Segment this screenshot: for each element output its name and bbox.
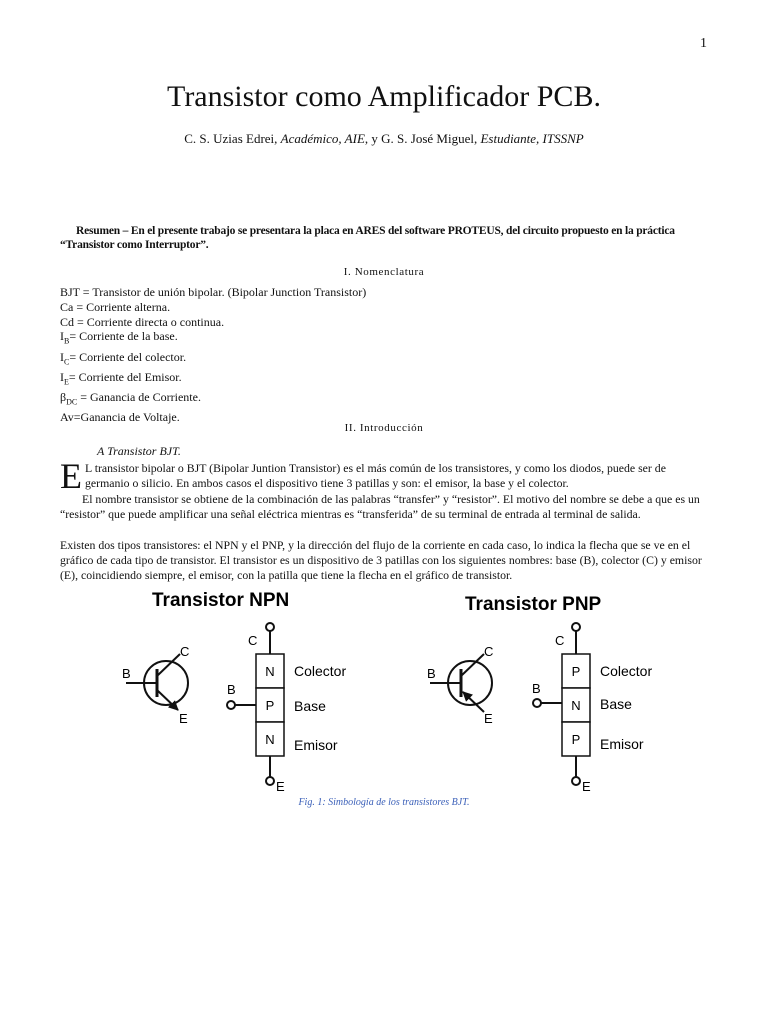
nomenclature-item	[60, 285, 366, 300]
npn-layer-stack	[227, 623, 346, 794]
abstract-text: En el presente trabajo se presentara la placa en ARES del software PROTEUS, del circuito propuesto en la práctica “Transistor como Interruptor”.	[60, 225, 675, 251]
nomenclature-item	[60, 390, 366, 410]
figure-caption: Fig. 1: Simbología de los transistores BJT.	[298, 797, 470, 808]
pnp-label-emitter: Emisor	[600, 736, 644, 752]
intro-paragraph-3: Existen dos tipos transistores: el NPN y el PNP, y la dirección del flujo de la corriente en cada caso, lo indica la flecha que se ve en el gráfico de cada tipo de transistor. El transistor es un dispositivo de 3 patillas con los siguientes nombres: base (B), colector (C) y emisor (E), coincidiendo siempre, el emisor, con la patilla que tiene la flecha en el gráfico de transistor.	[60, 538, 702, 582]
pnp-label-collector: Colector	[600, 663, 653, 679]
intro-paragraph-2: El nombre transistor se obtiene de la combinación de las palabras “transfer” y “resistor”. El motivo del nombre se debe a que es un “resistor” que puede amplificar una señal eléctrica mientras es “transferida” de su terminal de entrada al terminal de salida.	[60, 492, 700, 521]
pnp-stack-e-pin: E	[582, 779, 591, 794]
pnp-symbol-b-pin: B	[427, 666, 436, 681]
author-1-role: Académico, AIE	[280, 131, 365, 146]
nomenclature-symbol: I	[60, 329, 64, 344]
pnp-stack-c-pin: C	[555, 633, 565, 648]
nomenclature-subscript: DC	[66, 397, 78, 407]
pnp-label-base: Base	[600, 696, 632, 712]
author-separator: , y G. S. José Miguel,	[364, 131, 481, 146]
npn-symbol	[122, 644, 189, 726]
nomenclature-item	[60, 350, 366, 370]
nomenclature-subscript: C	[64, 356, 70, 366]
nomenclature-symbol: Av	[60, 410, 74, 425]
npn-label-emitter: Emisor	[294, 737, 338, 753]
pnp-group	[427, 594, 652, 794]
nomenclature-definition: = Corriente directa o continua.	[74, 314, 225, 329]
npn-layer-3: N	[265, 732, 275, 747]
nomenclature-subscript: E	[64, 377, 69, 387]
paper-title: Transistor como Amplificador PCB.	[167, 80, 601, 113]
transistor-symbols-figure	[100, 584, 680, 804]
nomenclature-definition: = Ganancia de Corriente.	[77, 389, 201, 404]
intro-paragraph-1-text: L transistor bipolar o BJT (Bipolar Juntion Transistor) es el más común de los transistores, y como los diodos, puede ser de germanio o silicio. En ambos casos el dispositivo tiene 3 patillas y son: el emisor, la base y el colector.	[85, 461, 666, 490]
pnp-stack-b-pin: B	[532, 681, 541, 696]
npn-label-collector: Colector	[294, 663, 347, 679]
npn-stack-c-pin: C	[248, 633, 258, 648]
nomenclature-symbol: BJT	[60, 285, 80, 299]
abstract	[60, 224, 710, 252]
nomenclature-item	[60, 315, 366, 330]
abstract-label: Resumen –	[76, 225, 131, 237]
section-heading-introduction: II. Introducción	[344, 422, 424, 434]
nomenclature-subscript: B	[64, 336, 70, 346]
npn-symbol-c-pin: C	[180, 644, 190, 659]
pnp-layer-1: P	[571, 664, 581, 679]
nomenclature-symbol: I	[60, 369, 64, 384]
nomenclature-definition: = Transistor de unión bipolar. (Bipolar Junction Transistor)	[79, 285, 367, 299]
nomenclature-symbol: Cd	[60, 314, 75, 329]
drop-cap: E	[60, 456, 82, 496]
nomenclature-symbol: Ca	[60, 299, 74, 314]
npn-symbol-e-pin: E	[179, 711, 188, 726]
subsection-heading: A Transistor BJT.	[97, 444, 181, 458]
pnp-symbol	[427, 644, 493, 726]
npn-label-base: Base	[294, 698, 326, 714]
npn-symbol-b-pin: B	[122, 666, 131, 681]
author-1-name: C. S. Uzias Edrei,	[184, 131, 281, 146]
author-2-role: Estudiante, ITSSNP	[480, 131, 584, 146]
pnp-symbol-e-pin: E	[484, 711, 493, 726]
npn-group	[122, 590, 346, 794]
pnp-layer-2: N	[571, 698, 581, 713]
nomenclature-definition: = Corriente alterna.	[73, 299, 171, 314]
nomenclature-definition: = Corriente del colector.	[69, 349, 187, 364]
page-number: 1	[700, 36, 707, 51]
section-heading-nomenclature: I. Nomenclatura	[343, 266, 425, 278]
nomenclature-symbol: I	[60, 349, 64, 364]
npn-layer-1: N	[265, 664, 275, 679]
nomenclature-symbol: β	[60, 389, 67, 404]
nomenclature-definition: = Corriente de la base.	[69, 329, 178, 344]
pnp-title: Transistor PNP	[465, 594, 602, 615]
pnp-layer-3: P	[571, 732, 581, 747]
nomenclature-definition: =Ganancia de Voltaje.	[73, 410, 180, 425]
npn-layer-2: P	[265, 698, 275, 713]
npn-stack-e-pin: E	[276, 779, 285, 794]
npn-stack-b-pin: B	[227, 682, 236, 697]
intro-paragraph-1	[60, 456, 710, 496]
author-line	[0, 131, 768, 147]
nomenclature-definition: = Corriente del Emisor.	[68, 369, 182, 384]
nomenclature-list	[60, 285, 366, 425]
pnp-symbol-c-pin: C	[484, 644, 494, 659]
nomenclature-item	[60, 300, 366, 315]
nomenclature-item	[60, 329, 366, 349]
pnp-layer-stack	[532, 623, 652, 794]
npn-title: Transistor NPN	[152, 590, 290, 611]
nomenclature-item	[60, 370, 366, 390]
